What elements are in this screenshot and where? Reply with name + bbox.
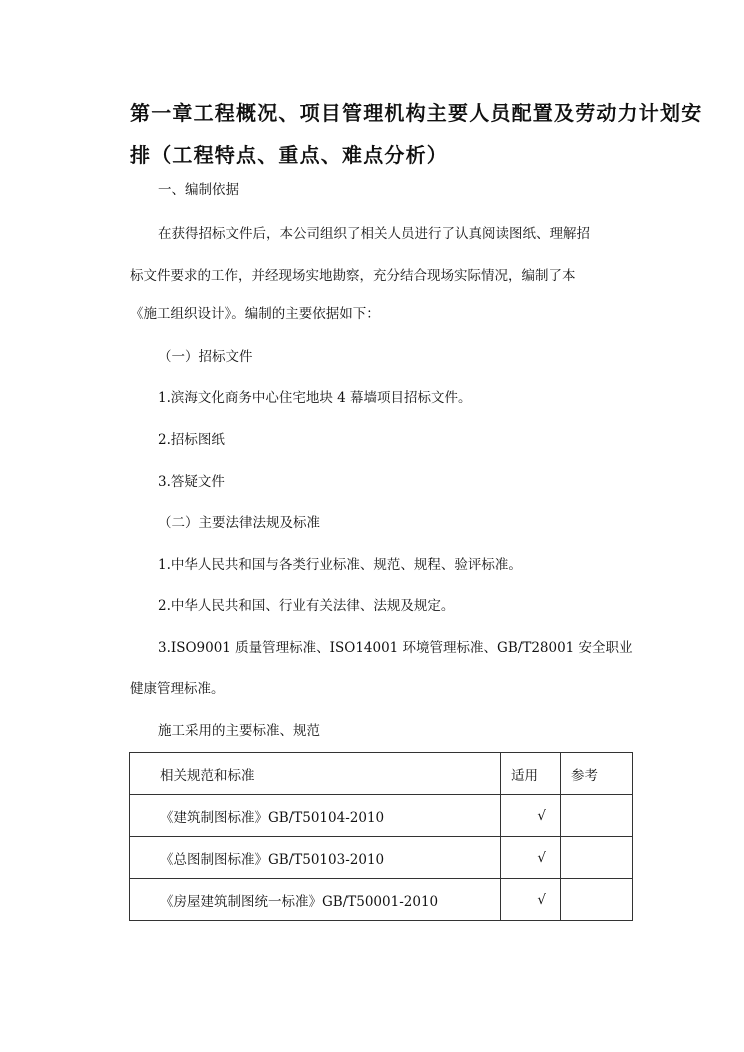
list-item: 1.中华人民共和国与各类行业标准、规范、规程、验评标准。 xyxy=(158,557,522,573)
header-standard: 相关规范和标准 xyxy=(130,753,501,795)
list-item-continuation: 健康管理标准。 xyxy=(130,681,225,697)
header-reference: 参考 xyxy=(561,753,633,795)
list-item: 2.中华人民共和国、行业有关法律、法规及规定。 xyxy=(158,598,455,614)
list-item: 1.滨海文化商务中心住宅地块 4 幕墙项目招标文件。 xyxy=(158,390,472,406)
table-row xyxy=(130,837,633,879)
section-heading: 一、编制依据 xyxy=(158,182,239,198)
chapter-title-line1: 第一章工程概况、项目管理机构主要人员配置及劳动力计划安 xyxy=(130,101,703,125)
subheading-tender-docs: （一）招标文件 xyxy=(158,349,253,365)
reference-cell xyxy=(561,795,633,837)
intro-paragraph-line1: 在获得招标文件后，本公司组织了相关人员进行了认真阅读图纸、理解招 xyxy=(158,226,590,242)
list-item: 3.答疑文件 xyxy=(158,474,225,490)
header-applies: 适用 xyxy=(501,753,561,795)
standard-name: 《房屋建筑制图统一标准》GB/T50001-2010 xyxy=(130,879,501,921)
list-item: 2.招标图纸 xyxy=(158,432,225,448)
table-row xyxy=(130,879,633,921)
table-row xyxy=(130,795,633,837)
intro-paragraph-line2: 标文件要求的工作，并经现场实地勘察，充分结合现场实际情况，编制了本 xyxy=(130,268,576,284)
chapter-title-line2: 排（工程特点、重点、难点分析） xyxy=(130,143,448,167)
standard-name: 《总图制图标准》GB/T50103-2010 xyxy=(130,837,501,879)
subheading-laws: （二）主要法律法规及标准 xyxy=(158,515,320,531)
applies-check: √ xyxy=(501,879,561,921)
applies-check: √ xyxy=(501,837,561,879)
standards-table xyxy=(129,752,633,921)
list-item: 3.ISO9001 质量管理标准、ISO14001 环境管理标准、GB/T28001 安全职业 xyxy=(158,640,633,656)
intro-paragraph-line3: 《施工组织设计》。编制的主要依据如下： xyxy=(130,306,380,322)
standard-name: 《建筑制图标准》GB/T50104-2010 xyxy=(130,795,501,837)
table-caption: 施工采用的主要标准、规范 xyxy=(158,723,320,739)
reference-cell xyxy=(561,837,633,879)
reference-cell xyxy=(561,879,633,921)
applies-check: √ xyxy=(501,795,561,837)
table-header-row xyxy=(130,753,633,795)
